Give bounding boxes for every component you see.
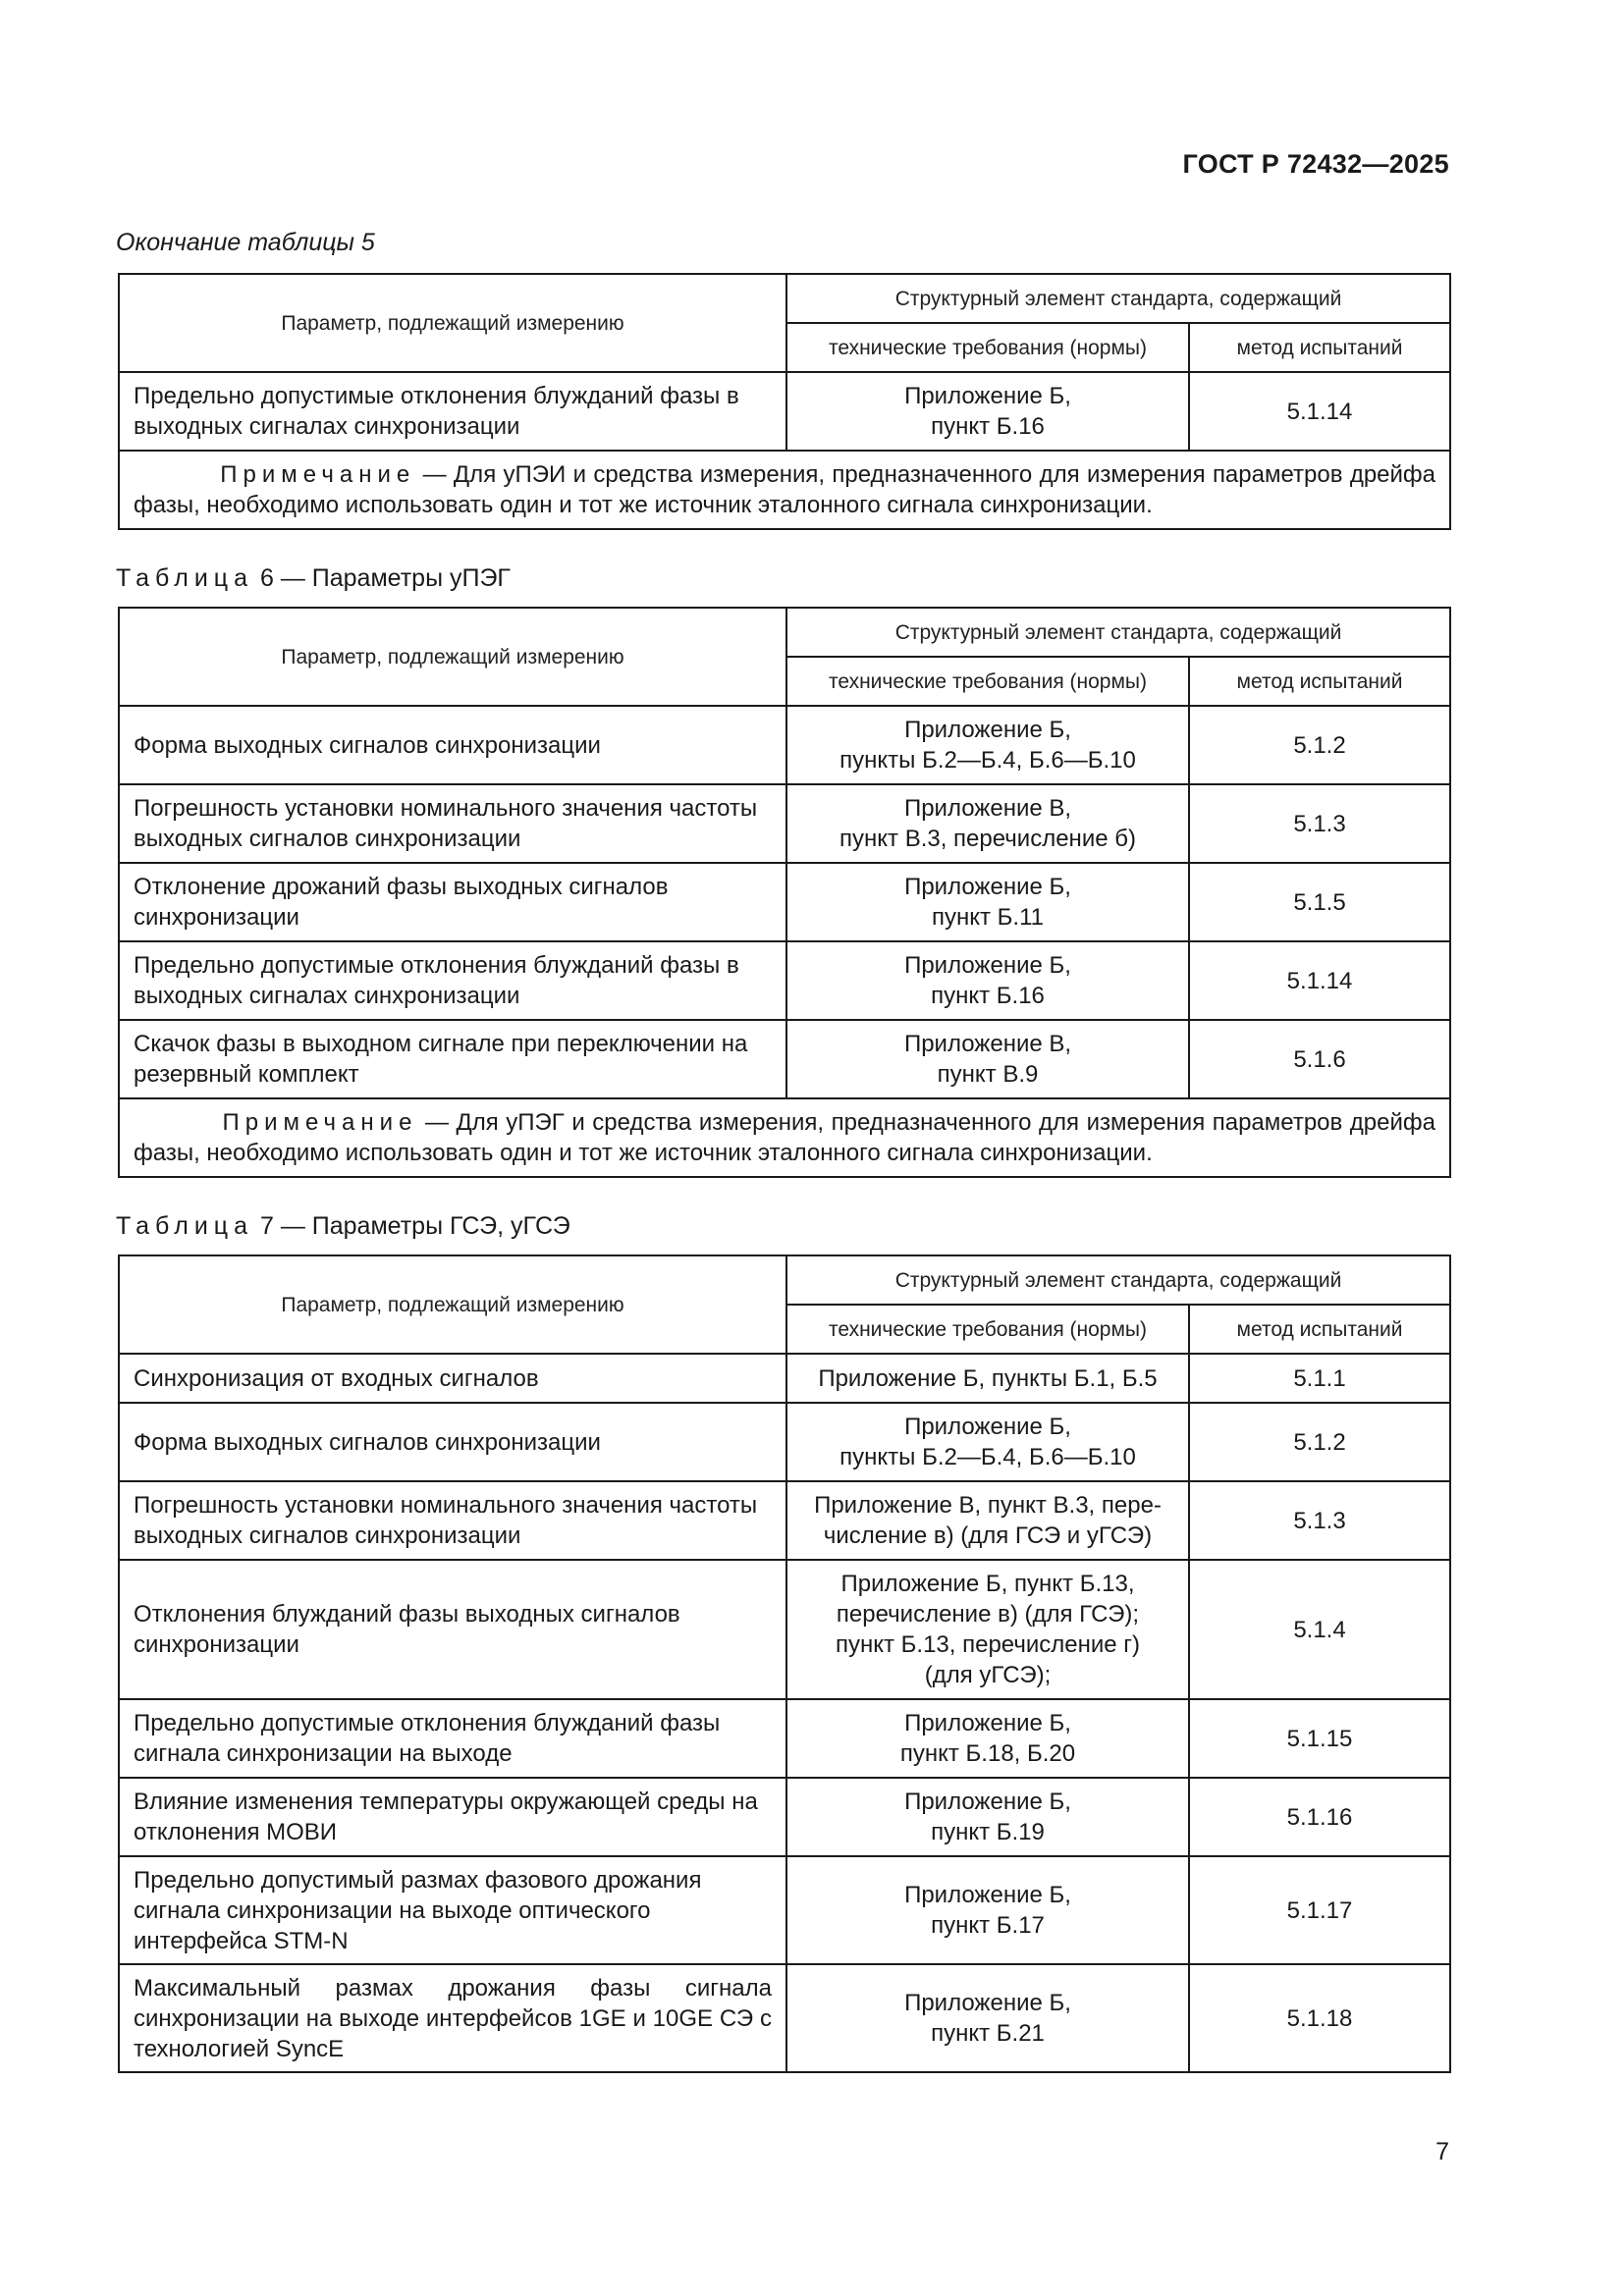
table7 xyxy=(118,1255,1451,2073)
col-method-header: метод испытаний xyxy=(1189,323,1450,372)
table-row xyxy=(119,941,1450,1020)
req-cell: Приложение Б, пункты Б.1, Б.5 xyxy=(786,1354,1189,1403)
param-cell: Погрешность установки номинального значения частоты выходных сигналов синхронизации xyxy=(119,784,786,863)
col-group-header: Структурный элемент стандарта, содержащий xyxy=(786,1255,1450,1305)
note-cell: Примечание — Для уПЭГ и средства измерения, предназначенного для измерения параметров дрейфа фазы, необходимо использовать один и тот же источник эталонного сигнала синхронизации. xyxy=(119,1098,1450,1177)
table-row xyxy=(119,706,1450,784)
param-cell: Предельно допустимые отклонения блужданий фазы в выходных сигналах синхронизации xyxy=(119,941,786,1020)
table-row xyxy=(119,1699,1450,1778)
method-cell: 5.1.2 xyxy=(1189,1403,1450,1481)
col-req-header: технические требования (нормы) xyxy=(786,1305,1189,1354)
col-method-header: метод испытаний xyxy=(1189,1305,1450,1354)
table-row xyxy=(119,784,1450,863)
param-cell: Скачок фазы в выходном сигнале при переключении на резервный комплект xyxy=(119,1020,786,1098)
method-cell: 5.1.4 xyxy=(1189,1560,1450,1699)
req-cell: Приложение Б, пункт Б.19 xyxy=(786,1778,1189,1856)
table-row xyxy=(119,1403,1450,1481)
req-cell: Приложение Б, пункт Б.13, перечисление в) (для ГСЭ); пункт Б.13, перечисление г) (для уГСЭ); xyxy=(786,1560,1189,1699)
col-param-header: Параметр, подлежащий измерению xyxy=(119,274,786,372)
page-number: 7 xyxy=(1435,2138,1449,2165)
param-cell: Максимальный размах дрожания фазы сигнала синхронизации на выходе интерфейсов 1GE и 10GE СЭ с технологией SyncE xyxy=(119,1964,786,2072)
param-cell: Предельно допустимый размах фазового дрожания сигнала синхронизации на выходе оптического интерфейса STM-N xyxy=(119,1856,786,1964)
req-cell: Приложение В, пункт В.3, перечисление б) xyxy=(786,784,1189,863)
req-cell: Приложение Б, пункт Б.17 xyxy=(786,1856,1189,1964)
method-cell: 5.1.3 xyxy=(1189,1481,1450,1560)
req-cell: Приложение В, пункт В.9 xyxy=(786,1020,1189,1098)
col-param-header: Параметр, подлежащий измерению xyxy=(119,1255,786,1354)
table5-end xyxy=(118,273,1451,530)
param-cell: Форма выходных сигналов синхронизации xyxy=(119,1403,786,1481)
req-cell: Приложение В, пункт В.3, пере- числение в) (для ГСЭ и уГСЭ) xyxy=(786,1481,1189,1560)
param-cell: Синхронизация от входных сигналов xyxy=(119,1354,786,1403)
param-cell: Отклонение дрожаний фазы выходных сигналов синхронизации xyxy=(119,863,786,941)
table5-caption: Окончание таблицы 5 xyxy=(116,229,375,256)
method-cell: 5.1.17 xyxy=(1189,1856,1450,1964)
method-cell: 5.1.18 xyxy=(1189,1964,1450,2072)
table-row xyxy=(119,1778,1450,1856)
method-cell: 5.1.3 xyxy=(1189,784,1450,863)
req-cell: Приложение Б, пункты Б.2—Б.4, Б.6—Б.10 xyxy=(786,706,1189,784)
req-cell: Приложение Б, пункты Б.2—Б.4, Б.6—Б.10 xyxy=(786,1403,1189,1481)
document-id: ГОСТ Р 72432—2025 xyxy=(1182,149,1449,179)
param-cell: Отклонения блужданий фазы выходных сигналов синхронизации xyxy=(119,1560,786,1699)
table-row xyxy=(119,1481,1450,1560)
col-req-header: технические требования (нормы) xyxy=(786,657,1189,706)
method-cell: 5.1.2 xyxy=(1189,706,1450,784)
req-cell: Приложение Б, пункт Б.16 xyxy=(786,372,1189,451)
col-req-header: технические требования (нормы) xyxy=(786,323,1189,372)
table-row xyxy=(119,1560,1450,1699)
note-cell: Примечание — Для уПЭИ и средства измерения, предназначенного для измерения параметров дрейфа фазы, необходимо использовать один и тот же источник эталонного сигнала синхронизации. xyxy=(119,451,1450,529)
note-row xyxy=(119,1098,1450,1177)
table6-caption: Таблица 6 — Параметры уПЭГ xyxy=(116,564,511,592)
req-cell: Приложение Б, пункт Б.11 xyxy=(786,863,1189,941)
method-cell: 5.1.15 xyxy=(1189,1699,1450,1778)
param-cell: Влияние изменения температуры окружающей среды на отклонения МОВИ xyxy=(119,1778,786,1856)
table-row xyxy=(119,1354,1450,1403)
col-group-header: Структурный элемент стандарта, содержащий xyxy=(786,608,1450,657)
param-cell: Погрешность установки номинального значения частоты выходных сигналов синхронизации xyxy=(119,1481,786,1560)
method-cell: 5.1.5 xyxy=(1189,863,1450,941)
col-method-header: метод испытаний xyxy=(1189,657,1450,706)
table-row xyxy=(119,1020,1450,1098)
table-row xyxy=(119,863,1450,941)
method-cell: 5.1.16 xyxy=(1189,1778,1450,1856)
method-cell: 5.1.14 xyxy=(1189,372,1450,451)
method-cell: 5.1.14 xyxy=(1189,941,1450,1020)
table-row xyxy=(119,1856,1450,1964)
table6 xyxy=(118,607,1451,1178)
param-cell: Предельно допустимые отклонения блужданий фазы в выходных сигналах синхронизации xyxy=(119,372,786,451)
note-row xyxy=(119,451,1450,529)
method-cell: 5.1.6 xyxy=(1189,1020,1450,1098)
col-group-header: Структурный элемент стандарта, содержащий xyxy=(786,274,1450,323)
param-cell: Предельно допустимые отклонения блужданий фазы сигнала синхронизации на выходе xyxy=(119,1699,786,1778)
req-cell: Приложение Б, пункт Б.16 xyxy=(786,941,1189,1020)
method-cell: 5.1.1 xyxy=(1189,1354,1450,1403)
table7-caption: Таблица 7 — Параметры ГСЭ, уГСЭ xyxy=(116,1212,570,1240)
col-param-header: Параметр, подлежащий измерению xyxy=(119,608,786,706)
req-cell: Приложение Б, пункт Б.18, Б.20 xyxy=(786,1699,1189,1778)
table-row xyxy=(119,372,1450,451)
param-cell: Форма выходных сигналов синхронизации xyxy=(119,706,786,784)
req-cell: Приложение Б, пункт Б.21 xyxy=(786,1964,1189,2072)
table-row xyxy=(119,1964,1450,2072)
